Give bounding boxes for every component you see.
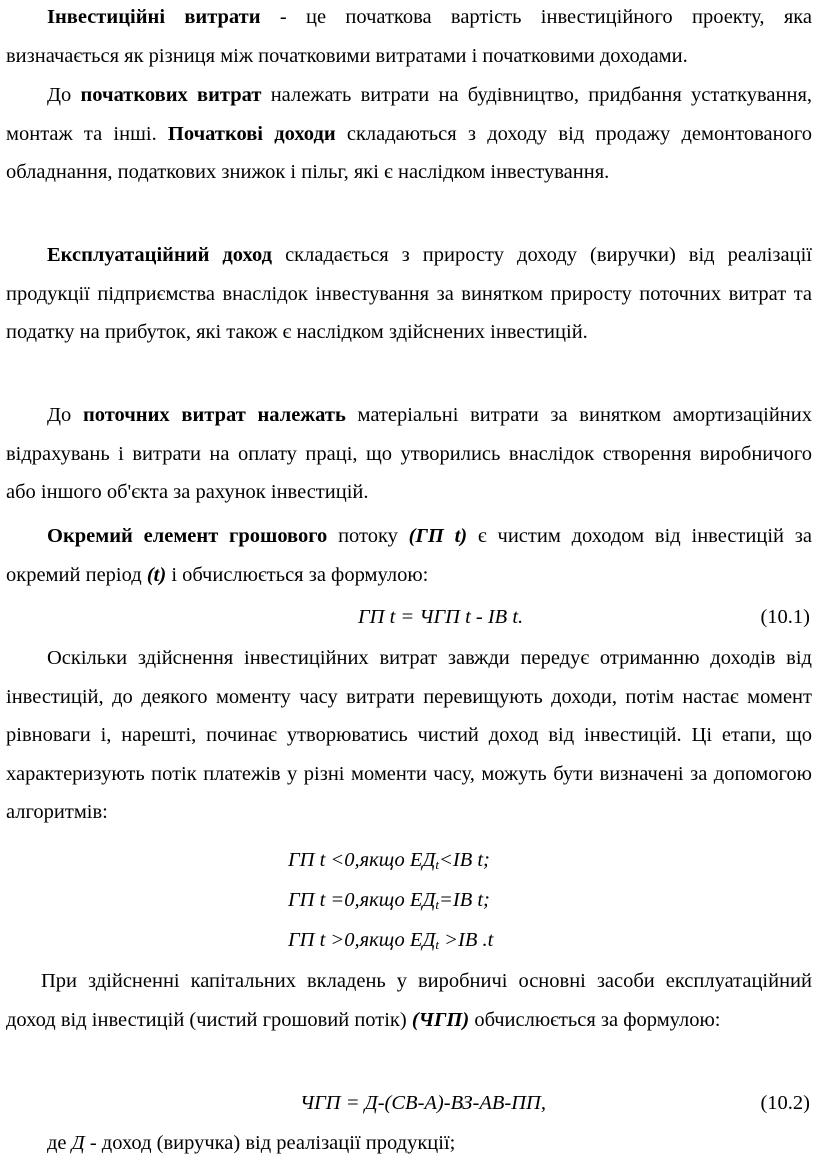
term-initial-income: Початкові доходи: [167, 122, 336, 145]
term-t: (t): [146, 563, 167, 586]
term-gp-t: (ГП t): [408, 525, 468, 547]
paragraph-cash-flow-element: Окремий елемент грошового потоку (ГП t) є чистим доходом від інвестицій за окремий період (t) і обчислюється за формулою:: [6, 525, 812, 586]
paragraph-initial-costs: До початкових витрат належать витрати на будівництво, придбання устаткування, монтаж та інші. Початкові доходи складаються з доходу від продажу демонтованого обладнання, податкових знижок і пільг, які є наслідком інвестування.: [6, 84, 813, 183]
term-cash-flow-element: Окремий елемент грошового: [47, 525, 328, 547]
condition-less: ГП t <0,якщо $ЕД_t<ІВ$ t;: [288, 849, 490, 872]
paragraph-stages: Оскільки здійснення інвестиційних витрат завжди передує отриманню доходів від інвестицій, до деякого моменту часу витрати перевищують доходи, потім настає момент рівноваги і, нарешті, починає утворюватись чистий доход від інвестицій. Ці етапи, що характеризують потік платежів у різні моменти часу, можуть бути визначені за допомогою алгоритмів:: [6, 647, 812, 823]
condition-greater: ГП t >0,якщо $ЕД_t >ІВ$ .t: [288, 929, 494, 952]
term-operating-income: Експлуатаційний доход: [47, 244, 273, 266]
formula-10-2: ЧГП = Д-(СВ-А)-ВЗ-АВ-ПП,: [300, 1092, 546, 1114]
paragraph-capital-investment: При здійсненні капітальних вкладень у виробничі основні засоби експлуатаційний доход від інвестицій (чистий грошовий потік) (ЧГП) обчислюється за формулою:: [6, 970, 812, 1031]
paragraph-current-costs: До поточних витрат належать матеріальні витрати за винятком амортизаційних відрахувань і витрати на оплату праці, що утворились внаслідок створення виробничого або іншого об'єкта за рахунок інвестицій.: [6, 404, 813, 503]
term-initial-costs: початкових витрат: [80, 84, 262, 106]
term-current-costs: поточних витрат належать: [82, 404, 346, 426]
var-d: Д: [71, 1132, 85, 1154]
condition-equal: ГП t =0,якщо $ЕД_t=ІВ$ t;: [288, 889, 490, 912]
formula-10-1-number: (10.1): [760, 606, 810, 628]
formula-10-1: ГП t = ЧГП t - ІВ t.: [358, 606, 524, 628]
paragraph-operating-income: Експлуатаційний доход складається з приросту доходу (виручки) від реалізації продукції підприємства внаслідок інвестування за винятком приросту поточних витрат та податку на прибуток, які також є наслідком здійснених інвестицій.: [6, 244, 812, 343]
paragraph-investment-costs: Інвестиційні витрати - це початкова вартість інвестиційного проекту, яка визначається як різниця між початковими витратами і початковими доходами.: [6, 6, 812, 67]
paragraph-definition-d: де Д - доход (виручка) від реалізації продукції;: [47, 1132, 456, 1154]
term-chgp: (ЧГП): [411, 1008, 470, 1031]
term-investment-costs: Інвестиційні витрати: [47, 6, 261, 28]
formula-10-2-number: (10.2): [760, 1092, 810, 1114]
